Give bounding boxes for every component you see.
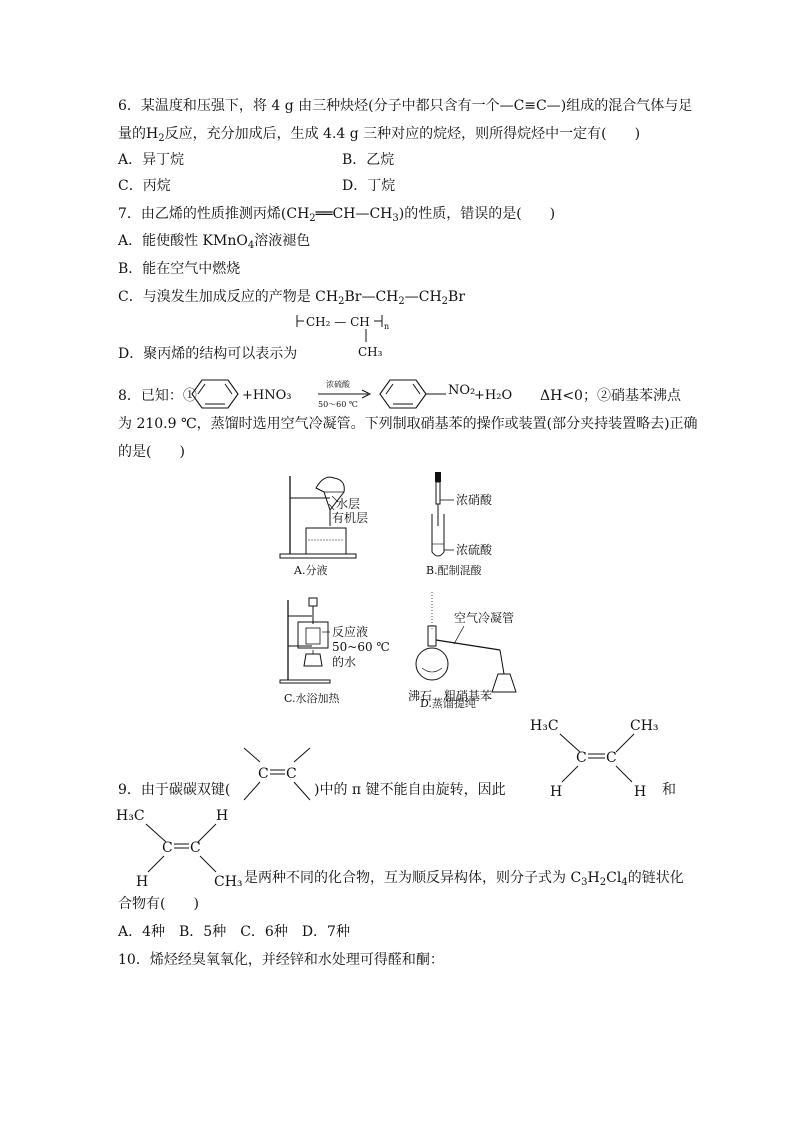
- q9-mid: )中的 π 键不能自由旋转，因此: [314, 782, 506, 798]
- q7-line-1: [118, 204, 555, 224]
- trans-bottom-right: CH₃: [214, 874, 243, 890]
- q9-l2-b: H: [587, 870, 600, 886]
- cc-double-bond: [240, 744, 314, 804]
- cis-bottom-left: H: [550, 784, 563, 800]
- q9-line-2: [244, 868, 684, 888]
- q6-line-1: [118, 96, 692, 116]
- label-reaction-liquid: 反应液: [332, 625, 369, 639]
- apparatus-a-separation: [276, 470, 386, 582]
- q9-l2-sub1: 3: [581, 877, 588, 888]
- q9-options: A．4种 B．5种 C．6种 D．7种: [118, 924, 350, 940]
- q7-opt-a-text2: 溶液褪色: [254, 233, 311, 249]
- q9-l2-d: 的链状化: [627, 870, 684, 886]
- caption-d: D.蒸馏提纯: [420, 697, 476, 710]
- q7-sub-2: 3: [392, 213, 399, 224]
- trans-isomer-structure: [116, 804, 256, 890]
- cis-isomer-structure: [526, 714, 666, 800]
- q7-opt-c-sub3: 2: [441, 296, 449, 307]
- q7-opt-c-b: Br—CH: [344, 289, 399, 305]
- q8-dh: ΔH<0；②硝基苯沸点: [540, 388, 681, 404]
- cis-bottom-right: H: [634, 784, 647, 800]
- cis-top-right: CH₃: [630, 718, 659, 734]
- q7-option-a: [118, 231, 310, 251]
- q8-no2: NO₂: [448, 383, 476, 398]
- q7-opt-c-sub1: 2: [338, 296, 345, 307]
- q6-option-a: A．异丁烷: [118, 152, 185, 168]
- q6-h2-sub: 2: [158, 133, 165, 144]
- caption-b: B.配制混酸: [426, 564, 482, 577]
- q6-text-2b: 反应，充分加成后，生成 4.4 g 三种对应的烷烃，则所得烷烃中一定有( ): [164, 126, 641, 142]
- nitrobenzene-ring-icon: [380, 380, 426, 408]
- polypropylene-structure: [294, 310, 404, 362]
- q8-lead: 8．已知：①: [118, 388, 197, 404]
- q6-line-2: [118, 124, 640, 144]
- label-water-layer: 水层: [336, 497, 361, 511]
- q8-hno3: +HNO₃: [242, 388, 292, 403]
- q7-opt-a-text: A．能使酸性 KMnO: [118, 233, 248, 249]
- poly-n: n: [384, 322, 390, 331]
- q9-and: 和: [662, 782, 676, 798]
- poly-ch3: CH₃: [358, 345, 383, 359]
- q6-text-2a: 量的: [118, 126, 146, 142]
- q8-cat-bot: 50～60 ℃: [318, 400, 358, 409]
- q7-sub-1: 2: [309, 213, 316, 224]
- label-boiling-chips: 沸石: [408, 689, 433, 703]
- cc-right-c: C: [286, 766, 297, 782]
- q7-option-b: B．能在空气中燃烧: [118, 261, 241, 277]
- q6-option-b: B．乙烷: [342, 152, 395, 168]
- trans-bottom-left: H: [136, 874, 149, 890]
- q9-l2-sub2: 2: [599, 877, 607, 888]
- q10-line-1: 10．烯烃经臭氧氧化，并经锌和水处理可得醛和酮：: [118, 952, 444, 968]
- cis-right-c: C: [606, 750, 617, 766]
- q7-option-d: D．聚丙烯的结构可以表示为: [118, 346, 298, 362]
- q7-opt-a-sub: 4: [247, 240, 255, 251]
- q7-opt-c-d: Br: [448, 289, 466, 305]
- trans-top-right: H: [216, 808, 229, 824]
- label-crude-nitrobenzene: 粗硝基苯: [444, 689, 493, 703]
- cis-top-left: H₃C: [530, 718, 559, 734]
- q6-option-d: D．丁烷: [342, 178, 396, 194]
- label-conc-nitric: 浓硝酸: [456, 493, 493, 507]
- cc-left-c: C: [258, 766, 269, 782]
- apparatus-d-distillation: [408, 586, 558, 708]
- q8-reaction: [184, 372, 584, 416]
- q6-h2: H: [146, 126, 159, 142]
- q9-lead: 9．由于碳碳双键(: [118, 782, 231, 798]
- trans-top-left: H₃C: [116, 808, 145, 824]
- q9-l2-sub3: 4: [621, 877, 628, 888]
- q7-opt-c-sub2: 2: [398, 296, 405, 307]
- label-conc-sulfuric: 浓硫酸: [456, 543, 493, 557]
- q8-cat-top: 浓硫酸: [326, 380, 350, 389]
- q6-text-1: 6．某温度和压强下，将 4 g 由三种炔烃(分子中都只含有一个—C≡C—)组成的混合气体与足: [118, 98, 693, 114]
- trans-left-c: C: [162, 840, 173, 856]
- q7-text-c: )的性质，错误的是( ): [398, 206, 556, 222]
- label-water: 的水: [332, 655, 357, 669]
- q7-option-c: [118, 287, 465, 307]
- caption-c: C.水浴加热: [284, 692, 340, 705]
- q8-line-3: 的是( ): [118, 444, 185, 460]
- q9-line-3: 合物有( ): [118, 896, 199, 912]
- q7-text-a: 7．由乙烯的性质推测丙烯(CH: [118, 206, 310, 222]
- q9-l2-a: 是两种不同的化合物，互为顺反异构体，则分子式为 C: [244, 870, 582, 886]
- label-temp: 50~60 ℃: [332, 640, 390, 654]
- apparatus-c-water-bath: [276, 596, 406, 708]
- label-air-condenser: 空气冷凝管: [454, 611, 515, 625]
- poly-main-text: CH₂ — CH: [306, 315, 370, 329]
- q8-h2o: +H₂O: [474, 388, 513, 403]
- q6-option-c: C．丙烷: [118, 178, 171, 194]
- benzene-ring-icon: [192, 380, 238, 408]
- q7-text-b: ══CH—CH: [315, 206, 393, 222]
- q7-opt-c-c: —CH: [404, 289, 442, 305]
- label-organic-layer: 有机层: [332, 511, 369, 525]
- q8-line-2: 为 210.9 ℃，蒸馏时选用空气冷凝管。下列制取硝基苯的操作或装置(部分夹持装置略去)正确: [118, 416, 698, 432]
- trans-right-c: C: [190, 840, 201, 856]
- cis-left-c: C: [576, 750, 587, 766]
- q7-opt-c-a: C．与溴发生加成反应的产物是 CH: [118, 289, 339, 305]
- q9-l2-c: Cl: [606, 870, 622, 886]
- apparatus-b-mix-acids: [420, 470, 530, 582]
- caption-a: A.分液: [294, 564, 328, 577]
